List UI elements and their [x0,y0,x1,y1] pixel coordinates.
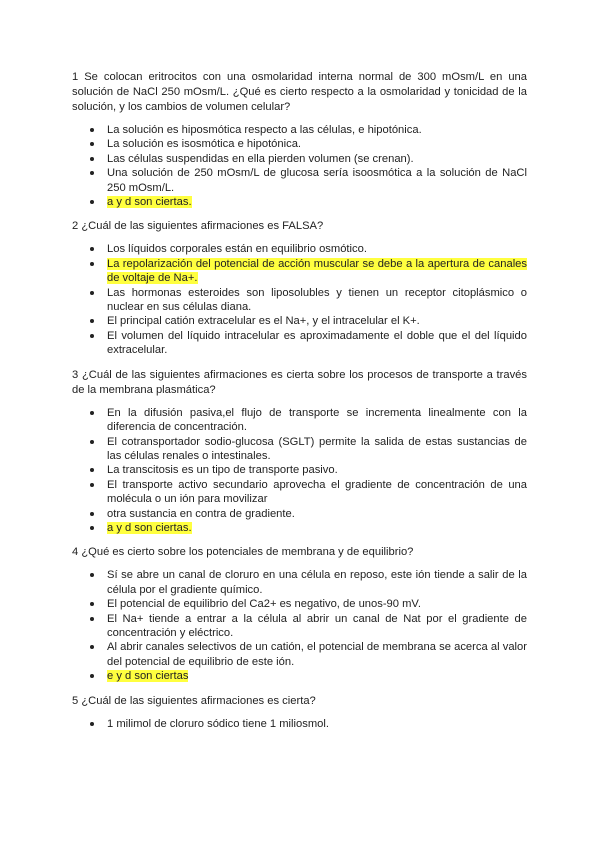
option-text: El potencial de equilibrio del Ca2+ es negativo, de unos-90 mV. [107,598,421,611]
option-text: otra sustancia en contra de gradiente. [107,507,295,520]
option-text: El principal catión extracelular es el Na+, y el intracelular el K+. [107,315,420,328]
options-list [72,406,527,536]
question-block [72,368,527,536]
highlighted-answer-text: La repolarización del potencial de acción muscular se debe a la apertura de canales de voltaje de Na+. [107,257,527,285]
option-item [72,463,527,477]
option-item [72,257,527,286]
option-text: Las células suspendidas en ella pierden volumen (se crenan). [107,152,414,165]
question-block [72,694,527,731]
option-text: Sí se abre un canal de cloruro en una célula en reposo, este ión tiende a salir de la célula por el gradiente químico. [107,569,527,596]
option-item [72,123,527,137]
options-list [72,568,527,683]
options-list [72,242,527,357]
option-text: La solución es isosmótica e hipotónica. [107,138,302,151]
option-item [72,478,527,507]
option-item [72,406,527,435]
option-item [72,717,527,731]
options-list [72,123,527,209]
option-item [72,286,527,315]
option-item [72,597,527,611]
option-text: Los líquidos corporales están en equilibrio osmótico. [107,243,367,256]
option-item [72,435,527,464]
option-text: Una solución de 250 mOsm/L de glucosa sería isoosmótica a la solución de NaCl 250 mOsm/L. [107,167,527,194]
option-item [72,314,527,328]
option-item [72,166,527,195]
highlighted-answer-text: a y d son ciertas. [107,521,192,534]
option-item [72,612,527,641]
option-item [72,568,527,597]
option-text: 1 milimol de cloruro sódico tiene 1 miliosmol. [107,717,329,730]
option-item [72,521,527,535]
question-text: 5 ¿Cuál de las siguientes afirmaciones es cierta? [72,694,316,707]
question-text: 2 ¿Cuál de las siguientes afirmaciones es FALSA? [72,220,324,233]
option-text: El volumen del líquido intracelular es aproximadamente el doble que el del líquido extracelular. [107,329,527,357]
option-item [72,329,527,358]
question-block [72,70,527,209]
option-item [72,669,527,683]
question-block [72,545,527,683]
option-text: Al abrir canales selectivos de un catión, el potencial de membrana se acerca al valor del potencial de equilibrio de este ión. [107,641,527,668]
option-text: La transcitosis es un tipo de transporte pasivo. [107,464,338,477]
option-text: El transporte activo secundario aprovecha el gradiente de concentración de una molécula o un ión para movilizar [107,478,527,506]
option-item [72,242,527,256]
question-text: 1 Se colocan eritrocitos con una osmolaridad interna normal de 300 mOsm/L en una solución de NaCl 250 mOsm/L. ¿Qué es cierto respecto a la osmolaridad y tonicidad de la solución, y los cambios de volumen celular? [72,71,527,113]
highlighted-answer-text: a y d son ciertas. [107,196,192,209]
option-item [72,137,527,151]
option-item [72,507,527,521]
option-text: Las hormonas esteroides son liposolubles y tienen un receptor citoplásmico o nuclear en sus células diana. [107,286,527,314]
option-text: En la difusión pasiva,el flujo de transporte se incrementa linealmente con la diferencia de concentración. [107,406,527,434]
option-text: La solución es hiposmótica respecto a las células, e hipotónica. [107,124,422,136]
option-item [72,195,527,209]
option-item [72,152,527,166]
question-text: 3 ¿Cuál de las siguientes afirmaciones es cierta sobre los procesos de transporte a través de la membrana plasmática? [72,368,527,396]
option-item [72,640,527,669]
highlighted-answer-text: e y d son ciertas [107,670,189,683]
options-list [72,717,527,731]
option-text: El Na+ tiende a entrar a la célula al abrir un canal de Nat por el gradiente de concentración y eléctrico. [107,612,527,639]
option-text: El cotransportador sodio-glucosa (SGLT) permite la salida de estas sustancias de las células renales o intestinales. [107,435,527,462]
question-block [72,219,527,357]
question-text: 4 ¿Qué es cierto sobre los potenciales de membrana y de equilibrio? [72,546,414,559]
